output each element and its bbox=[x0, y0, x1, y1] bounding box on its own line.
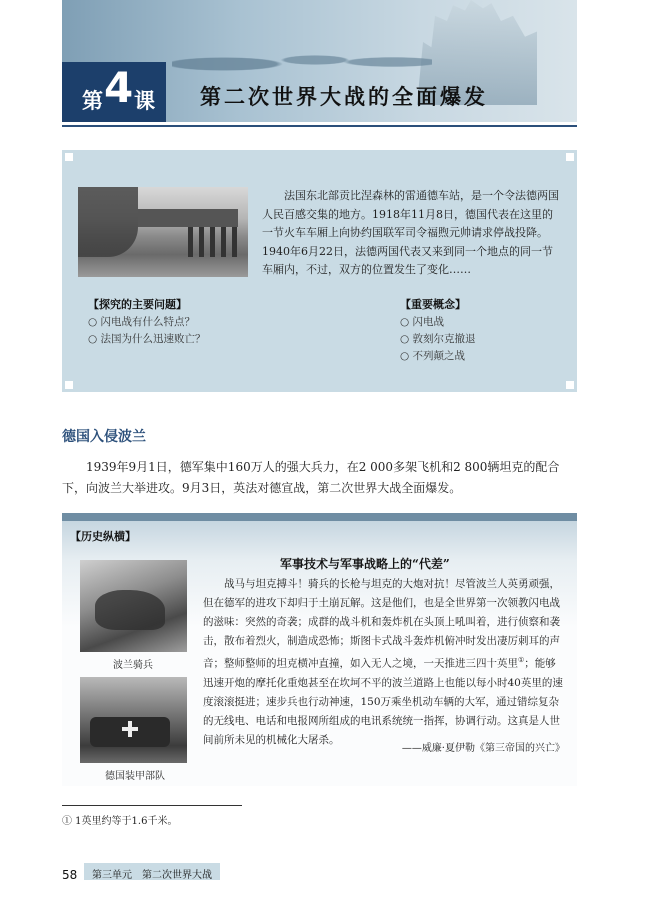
concept-item: ○ 敦刻尔克撤退 bbox=[400, 331, 560, 348]
sidebar-source: ——威廉·夏伊勒《第三帝国的兴亡》 bbox=[401, 743, 565, 754]
page-number: 58 bbox=[62, 868, 78, 882]
section-heading: 德国入侵波兰 bbox=[62, 429, 146, 445]
corner-mark-icon bbox=[62, 150, 76, 164]
photo-german-armor bbox=[80, 677, 187, 763]
footnote-divider bbox=[62, 805, 242, 806]
sidebar-text-part1: 战马与坦克搏斗！骑兵的长枪与坦克的大炮对抗！尽管波兰人英勇顽强，但在德军的进攻下却归于土崩瓦解。这是他们，也是全世界第一次领教闪电战的滋味：突然的奇袭；成群的战斗机和轰炸机在头顶上吼叫着，进行侦察和袭击，散布着烈火，制造成恐怖；斯图卡式战斗轰炸机俯冲时发出凄厉刺耳的声音；整师整师的坦克横冲直撞，如入无人之境，一天推进三四十英里 bbox=[203, 578, 560, 670]
lesson-prefix: 第 bbox=[82, 89, 103, 113]
sidebar-top-bar bbox=[62, 513, 577, 521]
corner-mark-icon bbox=[563, 150, 577, 164]
intro-photo-railway-carriage bbox=[78, 187, 248, 277]
concept-item: ○ 不列颠之战 bbox=[400, 348, 560, 365]
question-item: ○ 法国为什么迅速败亡？ bbox=[88, 331, 288, 348]
questions-block bbox=[88, 296, 288, 348]
footnote: ① 1英里约等于1.6千米。 bbox=[62, 816, 178, 827]
caption-tank: 德国装甲部队 bbox=[105, 771, 165, 782]
sidebar-text bbox=[203, 575, 565, 750]
question-item: ○ 闪电战有什么特点？ bbox=[88, 314, 288, 331]
caption-cavalry: 波兰骑兵 bbox=[113, 660, 153, 671]
corner-mark-icon bbox=[62, 378, 76, 392]
lesson-suffix: 课 bbox=[134, 89, 155, 113]
section-paragraph: 1939年9月1日，德军集中160万人的强大兵力，在2 000多架飞机和2 800辆坦克的配合下，向波兰大举进攻。9月3日，英法对德宣战，第二次世界大战全面爆发。 bbox=[62, 460, 560, 495]
questions-heading: 【探究的主要问题】 bbox=[88, 298, 187, 311]
sidebar-text-part2: ；能够迅速开炮的摩托化重炮甚至在坎坷不平的波兰道路上也能以每小时40英里的速度滚滚挺进；速步兵也行动神速，150万乘坐机动车辆的大军，通过错综复杂的无线电、电话和电报网所组成的电讯系统统一指挥，协调行动。这真是人世间前所未见的机械化大屠杀。 bbox=[203, 657, 563, 747]
corner-mark-icon bbox=[563, 378, 577, 392]
concept-item: ○ 闪电战 bbox=[400, 314, 560, 331]
lesson-number: 4 bbox=[104, 63, 134, 112]
sidebar-label: 【历史纵横】 bbox=[70, 530, 136, 543]
concepts-block bbox=[400, 296, 560, 365]
footnote-ref: ① bbox=[518, 656, 525, 665]
footer-unit-text: 第三单元 第二次世界大战 bbox=[92, 870, 212, 881]
concepts-heading: 【重要概念】 bbox=[400, 298, 466, 311]
sidebar-title: 军事技术与军事战略上的“代差” bbox=[280, 557, 450, 571]
intro-text: 法国东北部贡比涅森林的雷通德车站，是一个令法德两国人民百感交集的地方。1918年11月8日，德国代表在这里的一节火车车厢上向协约国联军司令福煦元帅请求停战投降。1940年6月22日，法德两国代表又来到同一个地点的同一节车厢内，不过，双方的位置发生了变化…… bbox=[262, 189, 559, 276]
page-title: 第二次世界大战的全面爆发 bbox=[200, 84, 488, 109]
header-divider bbox=[62, 125, 577, 127]
photo-polish-cavalry bbox=[80, 560, 187, 652]
